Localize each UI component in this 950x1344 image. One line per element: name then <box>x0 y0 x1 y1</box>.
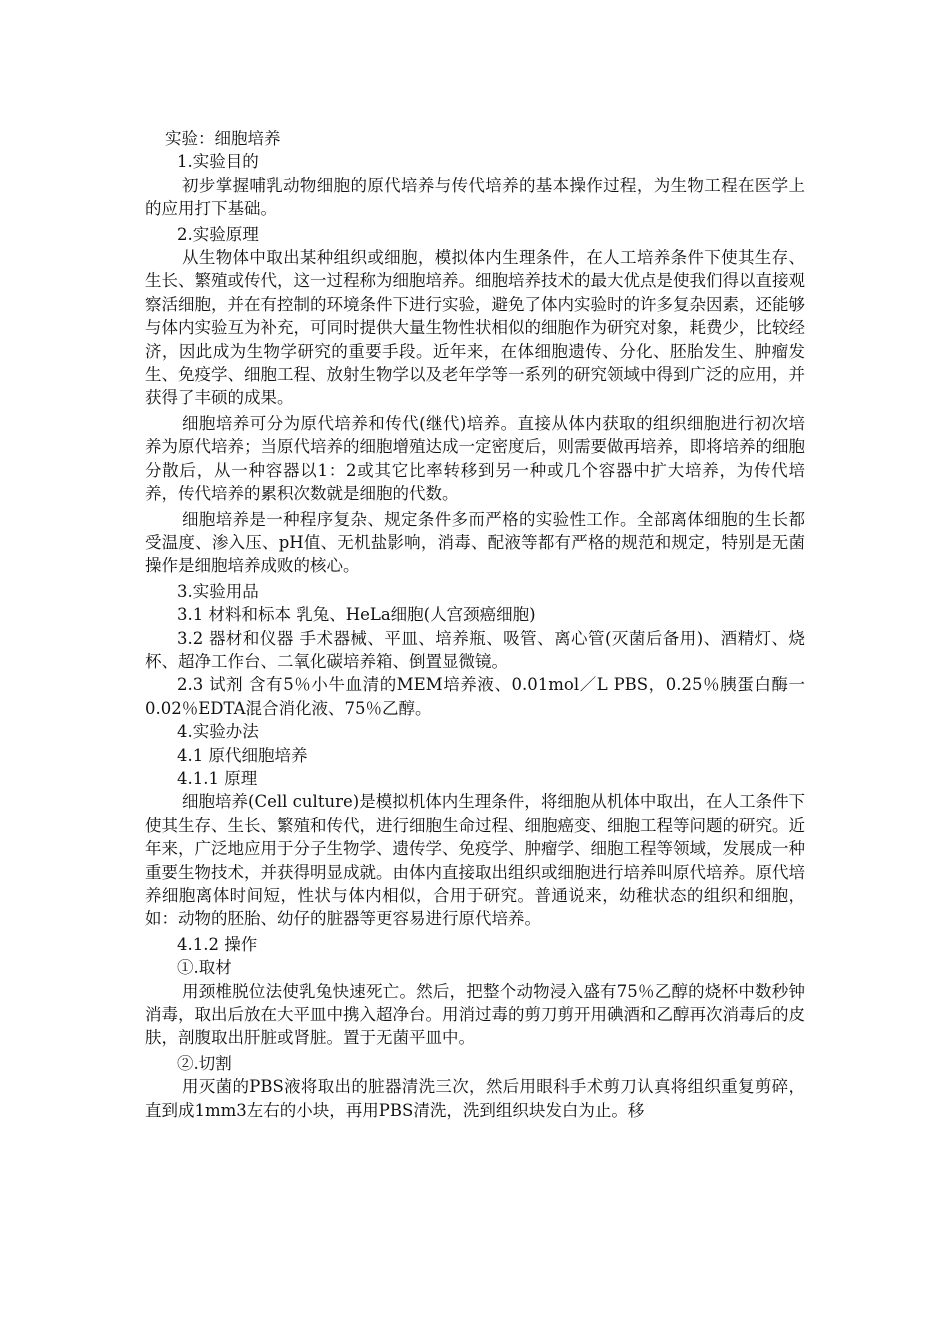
section-heading-methods: 4.实验办法 <box>177 722 259 742</box>
paragraph-principle-1: 从生物体中取出某种组织或细胞，模拟体内生理条件，在人工培养条件下使其生存、生长、繁殖或传代，这一过程称为细胞培养。细胞培养技术的最大优点是使我们得以直接观察活细胞，并在有控制的环境条件下进行实验，避免了体内实验时的许多复杂因素，还能够与体内实验互为补充，可同时提供大量生物性状相似的细胞作为研究对象，耗费少，比较经济，因此成为生物学研究的重要手段。近年来，在体细胞遗传、分化、胚胎发生、肿瘤发生、免疫学、细胞工程、放射生物学以及老年学等一系列的研究领域中得到广泛的应用，并获得了丰硕的成果。 <box>145 248 805 408</box>
paragraph-purpose: 初步掌握哺乳动物细胞的原代培养与传代培养的基本操作过程，为生物工程在医学上的应用打下基础。 <box>145 175 805 219</box>
step-heading-cutting: ②.切割 <box>177 1053 232 1073</box>
materials-specimens: 3.1 材料和标本 乳兔、HeLa细胞(人宫颈癌细胞) <box>177 605 536 625</box>
step-heading-sampling: ①.取材 <box>177 958 232 978</box>
section-heading-principle: 2.实验原理 <box>177 224 259 244</box>
document-page <box>145 127 805 1122</box>
materials-reagents: 2.3 试剂 含有5％小牛血清的MEM培养液、0.01mol／L PBS，0.25％胰蛋白酶一0.02％EDTA混合消化液、75％乙醇。 <box>145 675 805 718</box>
subsection-heading-principle: 4.1.1 原理 <box>177 768 258 788</box>
document-title: 实验：细胞培养 <box>165 129 281 148</box>
paragraph-cutting: 用灭菌的PBS液将取出的脏器清洗三次，然后用眼科手术剪刀认真将组织重复剪碎，直到成1mm3左右的小块，再用PBS清洗，洗到组织块发白为止。移 <box>145 1077 805 1120</box>
subsection-heading-primary-culture: 4.1 原代细胞培养 <box>177 745 308 765</box>
paragraph-principle-2: 细胞培养可分为原代培养和传代(继代)培养。直接从体内获取的组织细胞进行初次培养为原代培养；当原代培养的细胞增殖达成一定密度后，则需要做再培养，即将培养的细胞分散后，从一种容器以1：2或其它比率转移到另一种或几个容器中扩大培养，为传代培养，传代培养的累积次数就是细胞的代数。 <box>145 413 805 504</box>
paragraph-principle-3: 细胞培养是一种程序复杂、规定条件多而严格的实验性工作。全部离体细胞的生长都受温度、渗入压、pH值、无机盐影响，消毒、配液等都有严格的规范和规定，特别是无菌操作是细胞培养成败的核心。 <box>145 509 805 576</box>
section-heading-materials: 3.实验用品 <box>177 581 259 601</box>
paragraph-culture-principle: 细胞培养(Cell culture)是模拟机体内生理条件，将细胞从机体中取出，在人工条件下使其生存、生长、繁殖和传代，进行细胞生命过程、细胞癌变、细胞工程等问题的研究。近年来，广泛地应用于分子生物学、遗传学、免疫学、肿瘤学、细胞工程等领域，发展成一种重要生物技术，并获得明显成就。由体内直接取出组织或细胞进行培养叫原代培养。原代培养细胞离体时间短，性状与体内相似，合用于研究。普通说来，幼稚状态的组织和细胞，如：动物的胚胎、幼仔的脏器等更容易进行原代培养。 <box>145 792 805 929</box>
paragraph-sampling: 用颈椎脱位法使乳兔快速死亡。然后，把整个动物浸入盛有75％乙醇的烧杯中数秒钟消毒，取出后放在大平皿中携入超净台。用消过毒的剪刀剪开用碘酒和乙醇再次消毒后的皮肤，剖腹取出肝脏或肾脏。置于无菌平皿中。 <box>145 981 805 1048</box>
subsection-heading-operation: 4.1.2 操作 <box>177 934 258 954</box>
section-heading-purpose: 1.实验目的 <box>177 152 259 172</box>
materials-instruments: 3.2 器材和仪器 手术器械、平皿、培养瓶、吸管、离心管(灭菌后备用)、酒精灯、烧杯、超净工作台、二氧化碳培养箱、倒置显微镜。 <box>145 628 805 671</box>
